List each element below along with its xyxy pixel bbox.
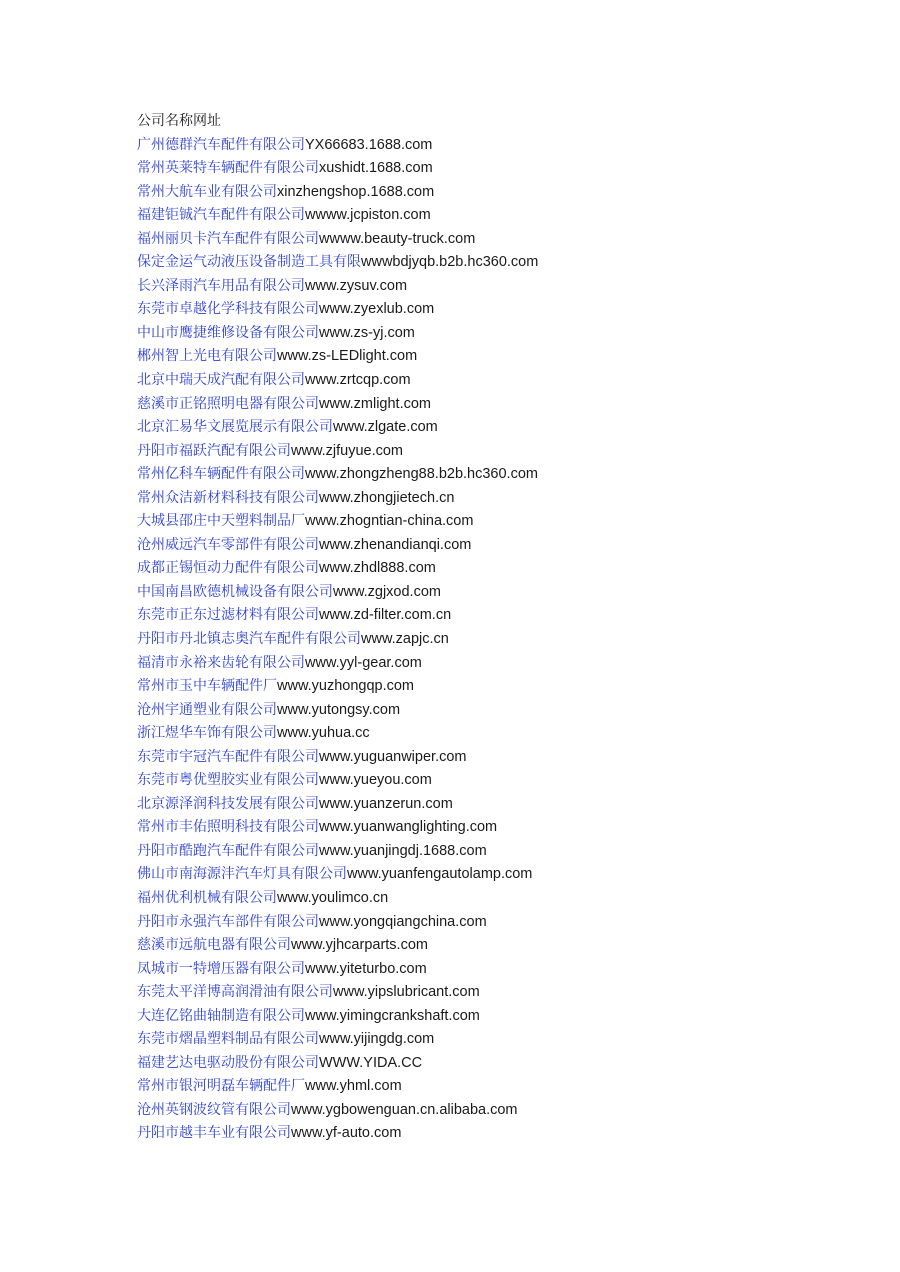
company-url: www.yuhua.cc	[277, 725, 370, 742]
company-name-link[interactable]: 福建艺达电驱动股份有限公司	[137, 1054, 319, 1071]
company-name-link[interactable]: 慈溪市正铭照明电器有限公司	[137, 395, 319, 412]
company-row	[137, 204, 857, 228]
company-name-link[interactable]: 成都正锡恒动力配件有限公司	[137, 560, 319, 577]
company-url: wwww.beauty-truck.com	[319, 230, 476, 247]
company-url: www.yhml.com	[305, 1078, 402, 1095]
company-name-link[interactable]: 东莞太平洋博高润滑油有限公司	[137, 984, 333, 1001]
company-url: www.zgjxod.com	[333, 583, 441, 600]
company-row	[137, 534, 857, 558]
company-name-link[interactable]: 中山市鹰捷维修设备有限公司	[137, 324, 319, 341]
company-name-link[interactable]: 沧州威远汽车零部件有限公司	[137, 536, 319, 553]
company-url: www.yijingdg.com	[319, 1031, 435, 1048]
company-row	[137, 510, 857, 534]
company-name-link[interactable]: 东莞市熠晶塑料制品有限公司	[137, 1031, 319, 1048]
company-name-link[interactable]: 浙江煜华车饰有限公司	[137, 725, 277, 742]
company-row	[137, 652, 857, 676]
company-url: www.yuanwanglighting.com	[319, 819, 498, 836]
company-row	[137, 793, 857, 817]
company-row	[137, 487, 857, 511]
company-url: www.zhogntian-china.com	[305, 513, 474, 530]
company-url: www.yuanzerun.com	[319, 795, 453, 812]
company-row	[137, 1122, 857, 1146]
company-row	[137, 298, 857, 322]
company-name-link[interactable]: 广州德群汽车配件有限公司	[137, 136, 305, 153]
company-row	[137, 581, 857, 605]
company-row	[137, 981, 857, 1005]
company-name-link[interactable]: 大城县邵庄中天塑料制品厂	[137, 513, 305, 530]
company-name-link[interactable]: 丹阳市永强汽车部件有限公司	[137, 913, 319, 930]
company-name-link[interactable]: 常州英莱特车辆配件有限公司	[137, 160, 319, 177]
company-url: YX66683.1688.com	[305, 136, 433, 153]
company-url: xinzhengshop.1688.com	[277, 183, 435, 200]
company-name-link[interactable]: 丹阳市越丰车业有限公司	[137, 1125, 291, 1142]
company-url: www.ygbowenguan.cn.alibaba.com	[291, 1101, 518, 1118]
company-url: www.zd-filter.com.cn	[319, 607, 452, 624]
company-row	[137, 557, 857, 581]
company-name-link[interactable]: 东莞市宇冠汽车配件有限公司	[137, 748, 319, 765]
company-row	[137, 769, 857, 793]
company-row	[137, 911, 857, 935]
company-row	[137, 1028, 857, 1052]
company-url: xushidt.1688.com	[319, 160, 433, 177]
company-row	[137, 604, 857, 628]
company-name-link[interactable]: 长兴泽雨汽车用品有限公司	[137, 277, 305, 294]
company-url: www.youlimco.cn	[277, 890, 389, 906]
list-header: 公司名称网址	[137, 113, 221, 129]
company-row	[137, 1052, 857, 1076]
company-name-link[interactable]: 东莞市卓越化学科技有限公司	[137, 301, 319, 318]
company-name-link[interactable]: 常州市银河明磊车辆配件厂	[137, 1078, 305, 1095]
company-name-link[interactable]: 常州市丰佑照明科技有限公司	[137, 819, 319, 836]
company-row	[137, 393, 857, 417]
company-url: www.zs-LEDlight.com	[277, 348, 418, 365]
company-url: www.zyexlub.com	[319, 301, 435, 318]
company-url: www.zmlight.com	[319, 395, 431, 412]
company-url: www.yyl-gear.com	[305, 654, 422, 671]
company-name-link[interactable]: 凤城市一特增压器有限公司	[137, 960, 305, 977]
company-row	[137, 675, 857, 699]
company-url: www.yueyou.com	[319, 772, 432, 789]
company-row	[137, 887, 857, 911]
company-row	[137, 345, 857, 369]
company-url: www.zhongjietech.cn	[319, 489, 455, 506]
company-row	[137, 1099, 857, 1123]
company-url: www.zs-yj.com	[319, 324, 415, 341]
company-name-link[interactable]: 福建钜铖汽车配件有限公司	[137, 207, 305, 224]
company-url: www.zhongzheng88.b2b.hc360.com	[305, 466, 538, 483]
company-name-link[interactable]: 常州大航车业有限公司	[137, 183, 277, 200]
company-url: www.zapjc.cn	[361, 630, 449, 647]
company-row	[137, 840, 857, 864]
company-name-link[interactable]: 慈溪市远航电器有限公司	[137, 937, 291, 954]
company-url: www.yuguanwiper.com	[319, 748, 467, 765]
company-url: www.zhdl888.com	[319, 560, 436, 577]
company-name-link[interactable]: 保定金运气动液压设备制造工具有限	[137, 254, 361, 271]
company-name-link[interactable]: 郴州智上光电有限公司	[137, 348, 277, 365]
company-row	[137, 958, 857, 982]
company-row	[137, 322, 857, 346]
company-row	[137, 699, 857, 723]
company-name-link[interactable]: 中国南昌欧德机械设备有限公司	[137, 583, 333, 600]
company-name-link[interactable]: 常州市玉中车辆配件厂	[137, 678, 277, 695]
company-rows	[137, 134, 857, 1147]
company-name-link[interactable]: 北京中瑞天成汽配有限公司	[137, 371, 305, 388]
company-row	[137, 628, 857, 652]
company-url: www.yutongsy.com	[277, 701, 401, 718]
company-name-link[interactable]: 福清市永裕来齿轮有限公司	[137, 654, 305, 671]
company-name-link[interactable]: 大连亿铭曲轴制造有限公司	[137, 1007, 305, 1024]
company-name-link[interactable]: 常州亿科车辆配件有限公司	[137, 466, 305, 483]
company-url: www.zhenandianqi.com	[319, 536, 472, 553]
company-row	[137, 440, 857, 464]
company-name-link[interactable]: 福州丽贝卡汽车配件有限公司	[137, 230, 319, 247]
company-row	[137, 275, 857, 299]
company-row	[137, 746, 857, 770]
company-name-link[interactable]: 沧州宇通塑业有限公司	[137, 701, 277, 718]
company-name-link[interactable]: 东莞市粤优塑胶实业有限公司	[137, 772, 319, 789]
company-url: www.yjhcarparts.com	[291, 937, 428, 954]
company-name-link[interactable]: 常州众洁新材料科技有限公司	[137, 489, 319, 506]
company-name-link[interactable]: 丹阳市酷跑汽车配件有限公司	[137, 842, 319, 859]
company-name-link[interactable]: 佛山市南海源沣汽车灯具有限公司	[137, 866, 347, 883]
company-row	[137, 816, 857, 840]
company-url: www.yuanjingdj.1688.com	[319, 842, 487, 859]
company-row	[137, 416, 857, 440]
company-url: wwwbdjyqb.b2b.hc360.com	[361, 254, 539, 271]
company-url: www.zysuv.com	[305, 277, 408, 294]
company-name-link[interactable]: 沧州英钢波纹管有限公司	[137, 1101, 291, 1118]
company-name-link[interactable]: 福州优利机械有限公司	[137, 890, 277, 906]
company-row	[137, 722, 857, 746]
company-row	[137, 157, 857, 181]
company-url: www.yiteturbo.com	[305, 960, 427, 977]
company-url: WWW.YIDA.CC	[319, 1054, 423, 1071]
company-url: wwww.jcpiston.com	[305, 207, 431, 224]
company-row	[137, 134, 857, 158]
company-url: www.yongqiangchina.com	[319, 913, 487, 930]
company-row	[137, 934, 857, 958]
company-name-link[interactable]: 东莞市正东过滤材料有限公司	[137, 607, 319, 624]
company-name-link[interactable]: 丹阳市福跃汽配有限公司	[137, 442, 291, 459]
company-url: www.zlgate.com	[333, 419, 438, 436]
company-url: www.yipslubricant.com	[333, 984, 480, 1001]
company-name-link[interactable]: 北京汇易华文展览展示有限公司	[137, 419, 333, 436]
company-url: www.yimingcrankshaft.com	[305, 1007, 480, 1024]
company-row	[137, 251, 857, 275]
company-url: www.yuzhongqp.com	[277, 678, 415, 695]
company-row	[137, 1075, 857, 1099]
company-name-link[interactable]: 丹阳市丹北镇志奥汽车配件有限公司	[137, 630, 361, 647]
company-name-link[interactable]: 北京源泽润科技发展有限公司	[137, 795, 319, 812]
company-url: www.zjfuyue.com	[291, 442, 404, 459]
company-row	[137, 863, 857, 887]
company-row	[137, 1005, 857, 1029]
company-row	[137, 369, 857, 393]
company-url: www.yf-auto.com	[291, 1125, 402, 1142]
company-row	[137, 463, 857, 487]
company-row	[137, 228, 857, 252]
company-url: www.zrtcqp.com	[305, 371, 411, 388]
company-row	[137, 181, 857, 205]
company-list-page	[137, 110, 857, 1146]
company-url: www.yuanfengautolamp.com	[347, 866, 533, 883]
